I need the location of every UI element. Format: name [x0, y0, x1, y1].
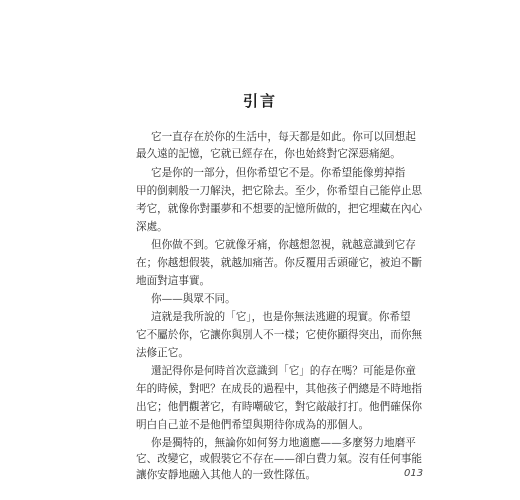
paragraph-line: 在；你越想假裝，就越加痛苦。你反覆用舌頭碰它，被迫不斷: [136, 257, 423, 269]
paragraph-line: 但你做不到。它就像牙痛，你越想忽視，就越意識到它存: [151, 239, 416, 251]
paragraph-line: 你是獨特的，無論你如何努力地適應——多麼努力地磨平: [151, 437, 416, 449]
paragraph-line: 最久遠的記憶，它就已經存在，你也始終對它深惡痛絕。: [136, 148, 401, 160]
chapter-title: 引言: [242, 92, 277, 110]
paragraph-line: 讓你安靜地融入其他人的一致性隊伍。: [136, 469, 317, 481]
paragraph-line: 法修正它。: [136, 347, 189, 359]
page-number: 013: [404, 468, 424, 479]
paragraph-line: 它一直存在於你的生活中，每天都是如此。你可以回想起: [151, 131, 416, 143]
paragraph-line: 甲的倒刺般一刀解決，把它除去。至少，你希望自己能停止思: [136, 185, 423, 197]
paragraph-line: 明白自己並不是他們希望與期待你成為的那個人。: [136, 419, 370, 431]
paragraph-line: 它是你的一部分，但你希望它不是。你希望能像剪掉指: [151, 167, 406, 179]
paragraph-line: 年的時候，對吧？在成長的過程中，其他孩子們總是不時地指: [136, 383, 423, 395]
paragraph-line: 深處。: [136, 221, 168, 233]
paragraph-line: 這就是我所說的「它」，也是你無法逃避的現實。你希望: [151, 311, 411, 323]
paragraph-line: 它、改變它，或假裝它不存在——卻白費力氣。沒有任何事能: [136, 453, 423, 465]
paragraph-line: 還記得你是何時首次意識到「它」的存在嗎？可能是你童: [151, 365, 416, 377]
paragraph-line: 它不屬於你，它讓你與別人不一樣；它使你顯得突出，而你無: [136, 329, 423, 341]
paragraph-line: 你——與眾不同。: [151, 293, 236, 305]
paragraph-line: 地面對這事實。: [136, 275, 211, 287]
paragraph-line: 考它，就像你對噩夢和不想要的記憶所做的，把它埋藏在內心: [136, 203, 423, 215]
paragraph-line: 出它；他們觀著它，有時嘲破它，對它敲敲打打。他們確保你: [136, 401, 423, 413]
